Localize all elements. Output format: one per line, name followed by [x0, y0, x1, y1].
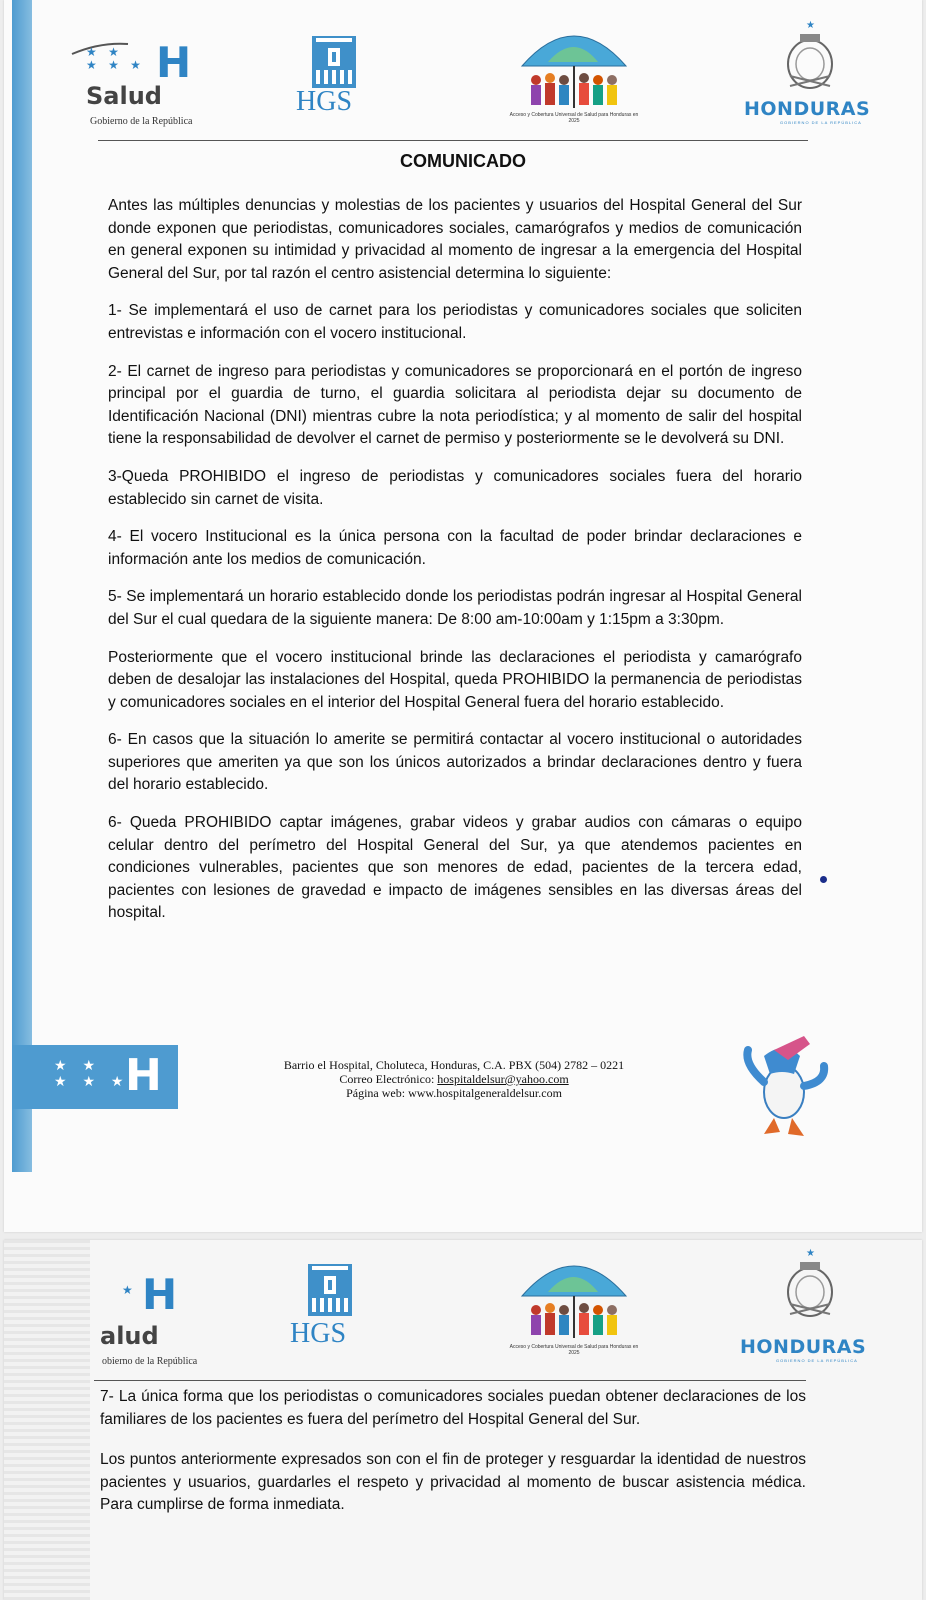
left-blue-band [12, 0, 32, 1172]
salud-subtitle-2: obierno de la República [102, 1356, 198, 1367]
body-text [108, 195, 802, 925]
web-line: Página web: www.hospitalgeneraldelsur.com [346, 1086, 562, 1100]
stars-icon-2: ★ [122, 1283, 137, 1297]
footer-h-mark: H [125, 1050, 162, 1101]
document-page-2 [4, 1240, 922, 1600]
ink-dot [820, 876, 827, 883]
point-5: 5- Se implementará un horario establecido donde los periodistas podrán ingresar al Hospital General del Sur el cual quedara de la siguiente manera: De 8:00 am-10:00am y 1:15pm a 3:30pm. [108, 588, 802, 628]
footer-stars-icon: ★ ★ ★ ★ ★ [54, 1057, 130, 1089]
svg-text:★: ★ [806, 1248, 815, 1259]
point-3: 3-Queda PROHIBIDO el ingreso de periodistas y comunicadores sociales fuera del horario establecido sin carnet de visita. [108, 467, 802, 508]
closing-paragraph: Los puntos anteriormente expresados son con el fin de proteger y resguardar la identidad de nuestros pacientes y usuarios, guardarles el respeto y privacidad al momento de buscar asistencia médica. Para cumplirse de forma inmediata. [100, 1451, 806, 1514]
honduras-subtitle-2: GOBIERNO DE LA REPÚBLICA [776, 1358, 858, 1363]
salud-h-mark: H [156, 38, 192, 87]
stars-icon: ★ ★ ★ ★ ★ [86, 45, 145, 72]
honduras-subtitle: GOBIERNO DE LA REPÚBLICA [780, 120, 862, 125]
document-title: COMUNICADO [400, 151, 526, 171]
svg-text:★: ★ [806, 20, 815, 31]
point-7: 7- La única forma que los periodistas o comunicadores sociales puedan obtener declaraciones de los familiares de los pacientes es fuera del perímetro del Hospital General del Sur. [100, 1388, 806, 1428]
point-6a: 6- En casos que la situación lo amerite se permitirá contactar al vocero institucional o autoridades superiores que ameriten ya que son los únicos autorizados a brindar declaraciones dentro y fuera del horario establecido. [108, 731, 802, 794]
header-rule [98, 140, 808, 141]
intro-paragraph: Antes las múltiples denuncias y molestias de los pacientes y usuarios del Hospital General del Sur donde exponen que periodistas, comunicadores sociales, camarógrafos y medios de comunicación en general exponen su intimidad y privacidad al momento de ingresar a la emergencia del Hospital General del Sur, por tal razón el centro asistencial determina lo siguiente: [108, 197, 802, 282]
email-link[interactable]: hospitaldelsur@yahoo.com [437, 1072, 569, 1086]
address-line: Barrio el Hospital, Choluteca, Honduras, C.A. PBX (504) 2782 – 0221 [283, 1058, 625, 1072]
honduras-word: HONDURAS [744, 98, 871, 120]
footer-address [254, 1058, 654, 1100]
bird-mascot-icon [734, 1030, 830, 1142]
hgs-text-2: HGS [290, 1318, 347, 1349]
coat-of-arms-icon [780, 20, 840, 94]
salud-word-2: alud [100, 1322, 159, 1350]
point-2: 2- El carnet de ingreso para periodistas y comunicadores se proporcionará en el portón de ingreso principal por el guardia de turno, el guardia solicitara al periodista dejar su documento de Identificación Nacional (DNI) mientras cubre la nota periodística; y al momento de salir del hospital tiene la responsabilidad de devolver el carnet de permiso y posteriormente se le devolverá su DNI. [108, 362, 802, 448]
point-1: 1- Se implementará el uso de carnet para los periodistas y comunicadores sociales que soliciten entrevistas e información con el vocero institucional. [108, 302, 802, 342]
coat-of-arms-icon-2 [780, 1248, 840, 1322]
hgs-text: HGS [296, 86, 353, 117]
document-page-1 [4, 0, 922, 1232]
point-4: 4- El vocero Institucional es la única persona con la facultad de poder brindar declaraciones e información ante los medios de comunicación. [108, 528, 802, 568]
hospital-building-icon-2 [302, 1262, 362, 1322]
header-rule-2 [94, 1380, 806, 1381]
salud-word: Salud [86, 82, 162, 110]
page2-edge-shadow [4, 1240, 90, 1600]
umbrella-people-icon-2 [518, 1252, 630, 1344]
umbrella-caption-2: Acceso y Cobertura Universal de Salud para Honduras en 2025 [509, 1344, 639, 1356]
honduras-word-2: HONDURAS [740, 1336, 867, 1358]
point-6b: 6- Queda PROHIBIDO captar imágenes, grabar videos y grabar audios con cámaras o equipo celular dentro del perímetro del Hospital General del Sur, ya que atendemos pacientes en condiciones vulnerables, pacientes que son menores de edad, pacientes de la tercera edad, pacientes con lesiones de gravedad e impacto de imágenes sensibles en las diversas áreas del hospital. [108, 814, 802, 922]
email-label: Correo Electrónico: [339, 1072, 438, 1086]
page2-body [100, 1386, 806, 1517]
hospital-building-icon [306, 34, 366, 94]
umbrella-people-icon [518, 22, 630, 114]
salud-subtitle: Gobierno de la República [90, 116, 193, 127]
umbrella-caption: Acceso y Cobertura Universal de Salud para Honduras en 2025 [509, 112, 639, 124]
email-line [254, 1072, 654, 1086]
salud-h-mark-2: H [142, 1270, 178, 1319]
point-5-followup: Posteriormente que el vocero institucional brinde las declaraciones el periodista y camarógrafo deben de desalojar las instalaciones del Hospital, queda PROHIBIDO la permanencia de periodistas y comunicadores sociales en el interior del Hospital General fuera del horario establecido. [108, 648, 802, 711]
